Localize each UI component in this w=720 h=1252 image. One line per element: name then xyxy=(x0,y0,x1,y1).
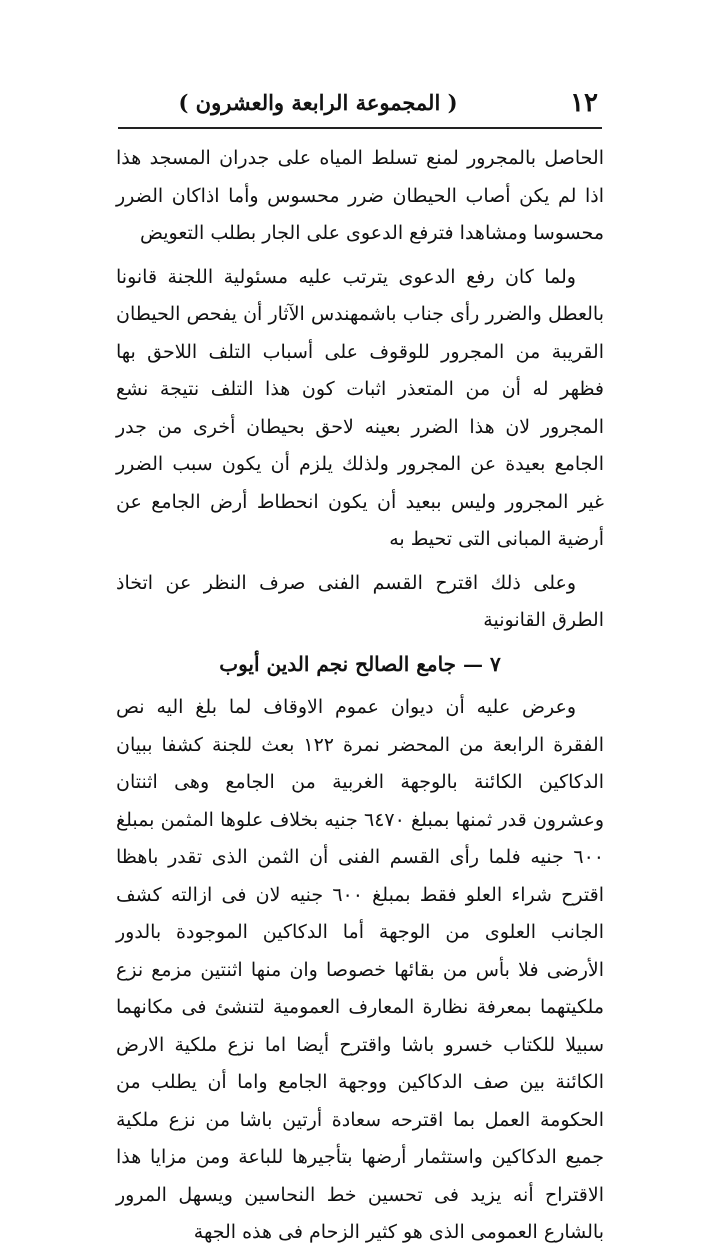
paragraph-2: ولما كان رفع الدعوى يترتب عليه مسئولية اللجنة قانونا بالعطل والضرر رأى جناب باشمهندس الآثار أن يفحص الحيطان القريبة من المجرور للوقوف على أسباب التلف اللاحق بها فظهر له أن من المتعذر اثبات كون هذا التلف نتيجة نشع المجرور لان هذا الضرر بعينه لاحق بحيطان أخرى من جدر الجامع بعيدة عن المجرور ولذلك يلزم أن يكون سبب الضرر غير المجرور وليس ببعيد أن يكون انحطاط أرض الجامع عن أرضية المبانى التى تحيط به xyxy=(116,265,604,550)
paragraph-1: الحاصل بالمجرور لمنع تسلط المياه على جدران المسجد هذا اذا لم يكن أصاب الحيطان ضرر محسوس وأما اذاكان الضرر محسوسا ومشاهدا فترفع الدعوى على الجار بطلب التعويض xyxy=(116,147,604,244)
paragraph-3: وعلى ذلك اقترح القسم الفنى صرف النظر عن اتخاذ الطرق القانونية xyxy=(116,571,604,631)
running-title: ( المجموعة الرابعة والعشرون ) xyxy=(178,90,458,115)
paragraph-4: وعرض عليه أن ديوان عموم الاوقاف لما بلغ اليه نص الفقرة الرابعة من المحضر نمرة ١٢٢ بعث للجنة كشفا ببيان الدكاكين الكائنة بالوجهة الغربية من الجامع وهى اثنتان وعشرون قدر ثمنها بمبلغ ٦٤٧٠ جنيه بخلاف علوها المثمن بمبلغ ٦٠٠ جنيه فلما رأى القسم الفنى أن الثمن الذى تقدر باهظا اقترح شراء العلو فقط بمبلغ ٦٠٠ جنيه لان فى ازالته كشف الجانب العلوى من الوجهة أما الدكاكين الموجودة بالدور الأرضى فلا بأس من بقائها خصوصا وان منها اثنتين مزمع نزع ملكيتهما بمعرفة نظارة المعارف العمومية لتنشئ فى مكانهما سبيلا للكتاب خسرو باشا واقترح أيضا اما نزع ملكية الارض الكائنة بين صف الدكاكين ووجهة الجامع واما أن يطلب من الحكومة العمل بما اقترحه سعادة أرتين باشا من نزع ملكية جميع الدكاكين واستثمار أرضها بتأجيرها للباعة ومن مزايا هذا الاقتراح أنه يزيد فى تحسين خط النحاسين ويسهل المرور بالشارع العمومى الذى هو كثير الزحام فى هذه الجهة xyxy=(116,696,604,1243)
header-rule xyxy=(118,127,602,129)
page-number: ١٢ xyxy=(570,88,598,118)
page-header xyxy=(118,88,598,122)
section-heading: ٧ — جامع الصالح نجم الدين أيوب xyxy=(219,651,501,676)
page-body xyxy=(116,140,604,1252)
